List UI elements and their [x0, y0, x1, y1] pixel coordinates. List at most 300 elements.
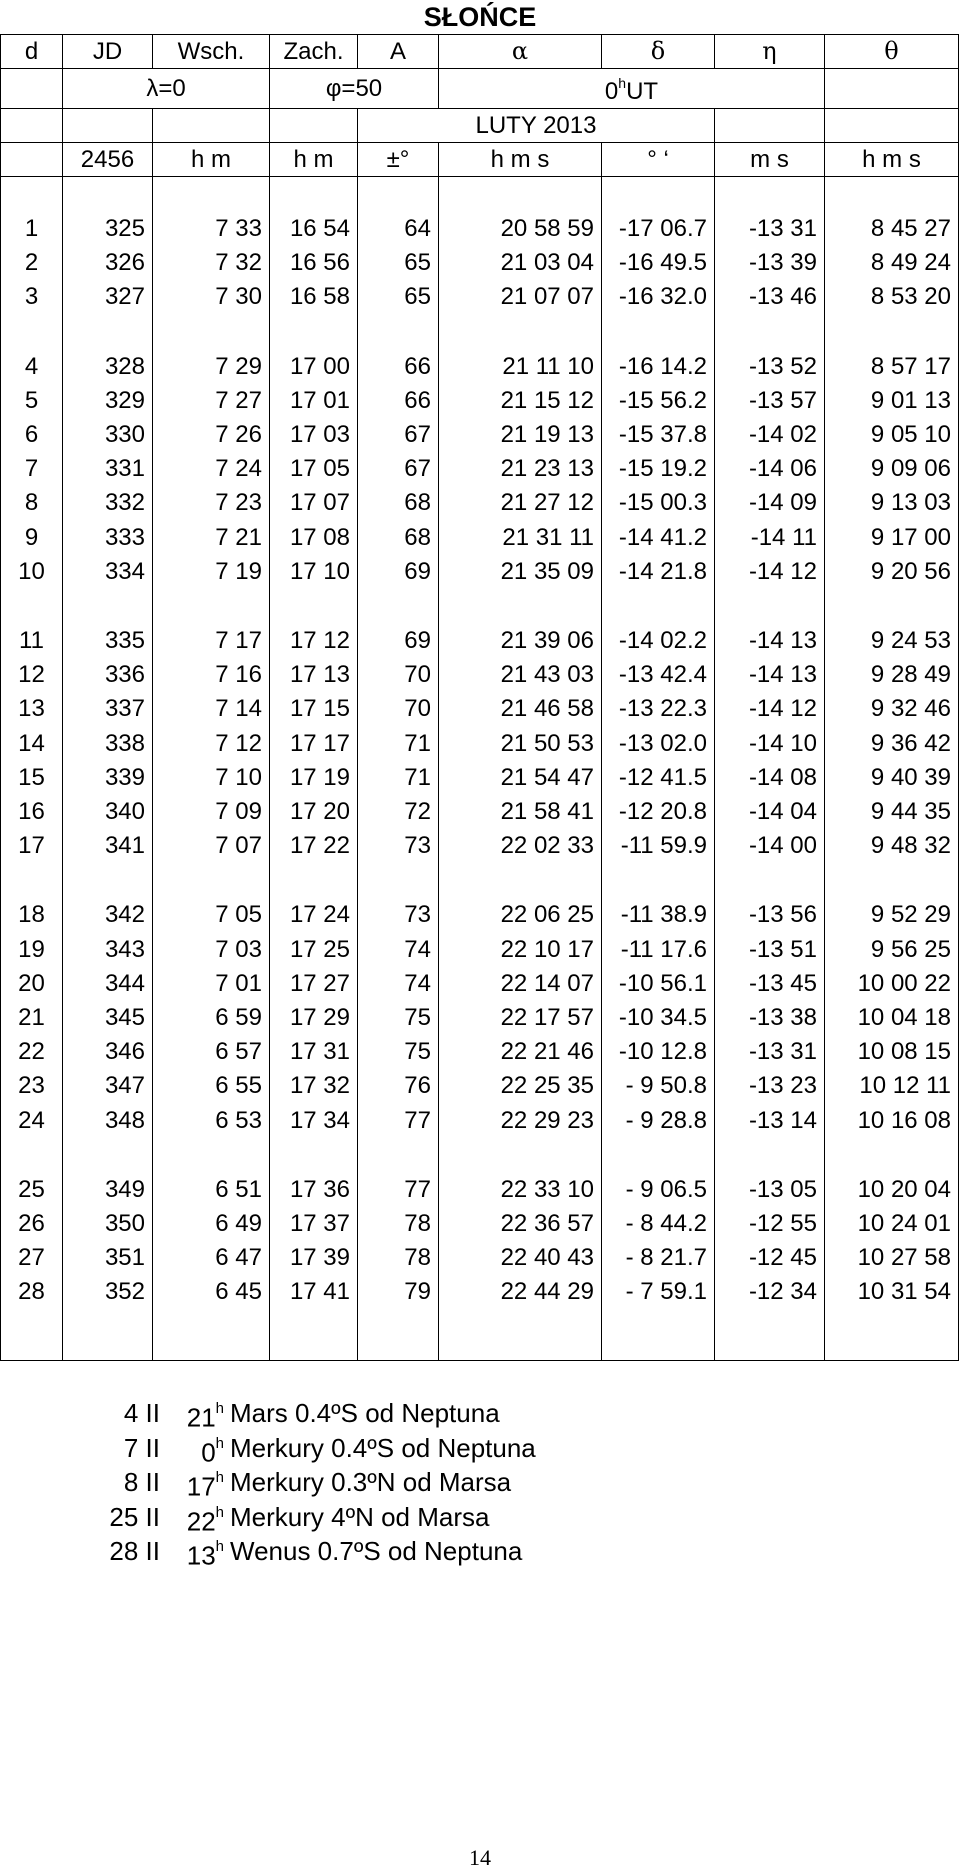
table-cell: 21 39 06 — [439, 624, 602, 658]
table-cell: 349 — [63, 1173, 153, 1207]
table-cell: -14 04 — [715, 795, 825, 829]
table-cell: 22 14 07 — [439, 967, 602, 1001]
table-cell: -12 34 — [715, 1275, 825, 1309]
table-cell: 9 01 13 — [825, 384, 959, 418]
table-cell: 17 29 — [270, 1001, 358, 1035]
table-row — [1, 1035, 959, 1069]
unit-sunset: h m — [270, 143, 358, 177]
table-cell: 6 51 — [153, 1173, 270, 1207]
table-cell: -14 02.2 — [602, 624, 715, 658]
table-cell: 7 14 — [153, 692, 270, 726]
spacer-row — [1, 177, 959, 213]
unit-azimuth: ±° — [358, 143, 439, 177]
table-cell: 6 53 — [153, 1104, 270, 1138]
table-cell: 69 — [358, 555, 439, 589]
table-cell: 9 13 03 — [825, 486, 959, 520]
event-item — [88, 1500, 536, 1535]
table-cell: -13 02.0 — [602, 727, 715, 761]
col-header-theta: θ — [825, 35, 959, 69]
table-row — [1, 486, 959, 520]
table-cell: 17 17 — [270, 727, 358, 761]
event-item — [88, 1534, 536, 1569]
unit-delta: ° ‘ — [602, 143, 715, 177]
table-cell: 22 33 10 — [439, 1173, 602, 1207]
table-cell: 9 56 25 — [825, 933, 959, 967]
table-row — [1, 1104, 959, 1138]
table-cell: 17 31 — [270, 1035, 358, 1069]
table-row — [1, 658, 959, 692]
table-cell: 27 — [1, 1241, 63, 1275]
table-cell: 6 45 — [153, 1275, 270, 1309]
table-cell: -12 20.8 — [602, 795, 715, 829]
table-row — [1, 246, 959, 280]
event-date: 4 II — [123, 1398, 160, 1428]
event-item — [88, 1396, 536, 1431]
table-cell: 7 24 — [153, 452, 270, 486]
event-item — [88, 1431, 536, 1466]
table-cell: -14 13 — [715, 624, 825, 658]
table-cell: 78 — [358, 1207, 439, 1241]
table-row — [1, 933, 959, 967]
table-cell: 17 07 — [270, 486, 358, 520]
table-cell: 7 27 — [153, 384, 270, 418]
table-cell: -10 56.1 — [602, 967, 715, 1001]
table-cell: 9 44 35 — [825, 795, 959, 829]
table-cell: 9 17 00 — [825, 521, 959, 555]
table-cell: -13 23 — [715, 1069, 825, 1103]
table-cell: 9 52 29 — [825, 898, 959, 932]
table-row — [1, 350, 959, 384]
unit-alpha: h m s — [439, 143, 602, 177]
table-cell: 338 — [63, 727, 153, 761]
table-cell: -13 14 — [715, 1104, 825, 1138]
table-cell: 22 44 29 — [439, 1275, 602, 1309]
table-cell: 21 31 11 — [439, 521, 602, 555]
table-row — [1, 795, 959, 829]
table-cell: -11 38.9 — [602, 898, 715, 932]
header-row-location — [1, 69, 959, 109]
table-cell: 10 31 54 — [825, 1275, 959, 1309]
table-cell: 10 16 08 — [825, 1104, 959, 1138]
table-cell: 67 — [358, 452, 439, 486]
table-cell: - 9 28.8 — [602, 1104, 715, 1138]
table-cell: 10 04 18 — [825, 1001, 959, 1035]
table-cell: 339 — [63, 761, 153, 795]
table-cell: 7 10 — [153, 761, 270, 795]
table-cell: -13 38 — [715, 1001, 825, 1035]
col-header-delta: δ — [602, 35, 715, 69]
table-cell: 76 — [358, 1069, 439, 1103]
table-cell: -13 45 — [715, 967, 825, 1001]
table-cell: -12 41.5 — [602, 761, 715, 795]
table-cell: 343 — [63, 933, 153, 967]
table-cell: 6 55 — [153, 1069, 270, 1103]
table-cell: 8 53 20 — [825, 280, 959, 314]
table-cell: 326 — [63, 246, 153, 280]
table-cell: 7 33 — [153, 212, 270, 246]
table-cell: 17 19 — [270, 761, 358, 795]
table-cell: 69 — [358, 624, 439, 658]
table-row — [1, 521, 959, 555]
table-row — [1, 1241, 959, 1275]
table-cell: -11 59.9 — [602, 829, 715, 863]
table-cell: -16 49.5 — [602, 246, 715, 280]
table-row — [1, 1275, 959, 1309]
col-header-jd: JD — [63, 35, 153, 69]
table-cell: 22 — [1, 1035, 63, 1069]
table-cell: 17 37 — [270, 1207, 358, 1241]
col-header-d: d — [1, 35, 63, 69]
table-cell: 347 — [63, 1069, 153, 1103]
table-cell: 16 56 — [270, 246, 358, 280]
table-cell: 7 — [1, 452, 63, 486]
table-cell: 17 03 — [270, 418, 358, 452]
table-cell: 21 50 53 — [439, 727, 602, 761]
table-cell: - 8 44.2 — [602, 1207, 715, 1241]
table-cell: 329 — [63, 384, 153, 418]
table-cell: 7 23 — [153, 486, 270, 520]
table-cell: 21 11 10 — [439, 350, 602, 384]
table-cell: -11 17.6 — [602, 933, 715, 967]
col-header-azimuth: A — [358, 35, 439, 69]
table-cell: 22 36 57 — [439, 1207, 602, 1241]
table-cell: 7 07 — [153, 829, 270, 863]
unit-theta: h m s — [825, 143, 959, 177]
event-text: Merkury 4ºN od Marsa — [230, 1501, 490, 1532]
table-cell: 78 — [358, 1241, 439, 1275]
table-cell: 1 — [1, 212, 63, 246]
table-cell: -13 31 — [715, 212, 825, 246]
table-cell: 337 — [63, 692, 153, 726]
col-header-sunrise: Wsch. — [153, 35, 270, 69]
table-cell: 17 27 — [270, 967, 358, 1001]
table-cell: 342 — [63, 898, 153, 932]
spacer-row — [1, 1310, 959, 1361]
table-cell: -14 10 — [715, 727, 825, 761]
table-row — [1, 1173, 959, 1207]
table-cell: 21 46 58 — [439, 692, 602, 726]
header-row-columns — [1, 35, 959, 69]
table-cell: -14 09 — [715, 486, 825, 520]
table-cell: 21 58 41 — [439, 795, 602, 829]
table-cell: 20 58 59 — [439, 212, 602, 246]
longitude-label: λ=0 — [63, 69, 270, 109]
table-cell: 21 — [1, 1001, 63, 1035]
event-item — [88, 1465, 536, 1500]
table-cell: 66 — [358, 384, 439, 418]
table-cell: 346 — [63, 1035, 153, 1069]
table-cell: -15 00.3 — [602, 486, 715, 520]
table-cell: 17 22 — [270, 829, 358, 863]
page-title: SŁOŃCE — [423, 2, 537, 32]
table-cell: 21 19 13 — [439, 418, 602, 452]
table-row — [1, 418, 959, 452]
table-cell: 17 32 — [270, 1069, 358, 1103]
table-cell: 7 30 — [153, 280, 270, 314]
table-cell: 22 21 46 — [439, 1035, 602, 1069]
table-cell: 13 — [1, 692, 63, 726]
table-cell: 10 08 15 — [825, 1035, 959, 1069]
table-cell: 21 54 47 — [439, 761, 602, 795]
table-cell: 71 — [358, 761, 439, 795]
table-row — [1, 898, 959, 932]
table-cell: 22 06 25 — [439, 898, 602, 932]
table-cell: -16 14.2 — [602, 350, 715, 384]
table-cell: -14 12 — [715, 692, 825, 726]
table-cell: 2 — [1, 246, 63, 280]
table-cell: -10 12.8 — [602, 1035, 715, 1069]
table-cell: 21 35 09 — [439, 555, 602, 589]
table-cell: 11 — [1, 624, 63, 658]
spacer-row — [1, 1138, 959, 1173]
table-cell: 330 — [63, 418, 153, 452]
table-row — [1, 384, 959, 418]
table-cell: 10 27 58 — [825, 1241, 959, 1275]
table-cell: 68 — [358, 521, 439, 555]
table-cell: 7 12 — [153, 727, 270, 761]
table-cell: 21 15 12 — [439, 384, 602, 418]
table-cell: 10 12 11 — [825, 1069, 959, 1103]
table-cell: 24 — [1, 1104, 63, 1138]
table-cell: 10 20 04 — [825, 1173, 959, 1207]
col-header-sunset: Zach. — [270, 35, 358, 69]
table-cell: -17 06.7 — [602, 212, 715, 246]
time-label: 0$^h$UT — [439, 69, 825, 109]
table-cell: 7 05 — [153, 898, 270, 932]
table-cell: -13 22.3 — [602, 692, 715, 726]
event-date: 28 II — [109, 1536, 160, 1566]
table-cell: 17 34 — [270, 1104, 358, 1138]
col-header-alpha: α — [439, 35, 602, 69]
table-cell: 17 41 — [270, 1275, 358, 1309]
table-cell: -13 57 — [715, 384, 825, 418]
table-cell: 66 — [358, 350, 439, 384]
table-cell: -14 08 — [715, 761, 825, 795]
table-cell: 9 24 53 — [825, 624, 959, 658]
table-cell: 17 — [1, 829, 63, 863]
table-cell: 8 57 17 — [825, 350, 959, 384]
unit-jd: 2456 — [63, 143, 153, 177]
spacer-row — [1, 315, 959, 350]
table-cell: 8 49 24 — [825, 246, 959, 280]
unit-eta: m s — [715, 143, 825, 177]
table-cell: 7 03 — [153, 933, 270, 967]
table-cell: 333 — [63, 521, 153, 555]
table-row — [1, 829, 959, 863]
spacer-row — [1, 863, 959, 898]
table-cell: 7 16 — [153, 658, 270, 692]
table-cell: -12 45 — [715, 1241, 825, 1275]
table-cell: 9 40 39 — [825, 761, 959, 795]
table-row — [1, 212, 959, 246]
table-cell: -14 11 — [715, 521, 825, 555]
table-cell: 17 20 — [270, 795, 358, 829]
table-cell: 352 — [63, 1275, 153, 1309]
table-cell: 6 47 — [153, 1241, 270, 1275]
table-cell: - 7 59.1 — [602, 1275, 715, 1309]
table-cell: 345 — [63, 1001, 153, 1035]
table-cell: 20 — [1, 967, 63, 1001]
table-cell: 340 — [63, 795, 153, 829]
table-cell: 21 03 04 — [439, 246, 602, 280]
table-cell: -14 00 — [715, 829, 825, 863]
table-cell: 7 29 — [153, 350, 270, 384]
event-text: Merkury 0.4ºS od Neptuna — [230, 1432, 536, 1463]
table-cell: 341 — [63, 829, 153, 863]
table-cell: 9 — [1, 521, 63, 555]
table-cell: 6 59 — [153, 1001, 270, 1035]
table-cell: 23 — [1, 1069, 63, 1103]
table-cell: 65 — [358, 246, 439, 280]
event-text: Merkury 0.3ºN od Marsa — [230, 1467, 512, 1497]
table-cell: 74 — [358, 967, 439, 1001]
table-cell: 7 19 — [153, 555, 270, 589]
table-cell: 9 48 32 — [825, 829, 959, 863]
table-cell: 334 — [63, 555, 153, 589]
table-cell: - 9 50.8 — [602, 1069, 715, 1103]
table-cell: - 8 21.7 — [602, 1241, 715, 1275]
table-cell: -14 13 — [715, 658, 825, 692]
header-row-month — [1, 109, 959, 143]
table-cell: 336 — [63, 658, 153, 692]
table-cell: 75 — [358, 1035, 439, 1069]
table-cell: -13 52 — [715, 350, 825, 384]
table-cell: 10 — [1, 555, 63, 589]
table-cell: 68 — [358, 486, 439, 520]
table-row — [1, 727, 959, 761]
page-number: 14 — [469, 1845, 491, 1870]
table-cell: 65 — [358, 280, 439, 314]
event-date: 25 II — [109, 1501, 160, 1532]
table-cell: 9 20 56 — [825, 555, 959, 589]
unit-sunrise: h m — [153, 143, 270, 177]
table-cell: 7 26 — [153, 418, 270, 452]
col-header-eta: η — [715, 35, 825, 69]
table-cell: 17 36 — [270, 1173, 358, 1207]
table-cell: 351 — [63, 1241, 153, 1275]
table-cell: -13 51 — [715, 933, 825, 967]
table-row — [1, 452, 959, 486]
table-cell: -16 32.0 — [602, 280, 715, 314]
table-cell: -14 02 — [715, 418, 825, 452]
table-cell: 9 09 06 — [825, 452, 959, 486]
table-cell: -14 21.8 — [602, 555, 715, 589]
table-cell: 9 05 10 — [825, 418, 959, 452]
table-cell: -13 39 — [715, 246, 825, 280]
table-cell: 8 — [1, 486, 63, 520]
table-cell: 73 — [358, 898, 439, 932]
table-cell: 70 — [358, 692, 439, 726]
table-cell: 17 39 — [270, 1241, 358, 1275]
table-cell: 9 36 42 — [825, 727, 959, 761]
table-cell: 25 — [1, 1173, 63, 1207]
table-cell: 331 — [63, 452, 153, 486]
table-cell: 21 43 03 — [439, 658, 602, 692]
table-cell: 325 — [63, 212, 153, 246]
table-row — [1, 967, 959, 1001]
table-cell: 10 24 01 — [825, 1207, 959, 1241]
event-date: 8 II — [123, 1467, 160, 1497]
table-cell: 22 25 35 — [439, 1069, 602, 1103]
table-cell: -10 34.5 — [602, 1001, 715, 1035]
table-cell: 72 — [358, 795, 439, 829]
event-hour: 13$^h$ — [186, 1538, 224, 1571]
table-cell: 7 21 — [153, 521, 270, 555]
table-cell: 22 40 43 — [439, 1241, 602, 1275]
table-cell: 17 10 — [270, 555, 358, 589]
table-cell: 22 02 33 — [439, 829, 602, 863]
table-cell: 17 08 — [270, 521, 358, 555]
table-cell: 17 15 — [270, 692, 358, 726]
table-row — [1, 280, 959, 314]
table-cell: 332 — [63, 486, 153, 520]
table-cell: 7 32 — [153, 246, 270, 280]
header-row-units — [1, 143, 959, 177]
table-cell: 6 49 — [153, 1207, 270, 1241]
table-cell: 17 00 — [270, 350, 358, 384]
event-text: Wenus 0.7ºS od Neptuna — [230, 1536, 523, 1566]
table-cell: 3 — [1, 280, 63, 314]
table-cell: 4 — [1, 350, 63, 384]
table-cell: 17 12 — [270, 624, 358, 658]
table-cell: 17 13 — [270, 658, 358, 692]
table-cell: 73 — [358, 829, 439, 863]
table-cell: 22 17 57 — [439, 1001, 602, 1035]
table-row — [1, 761, 959, 795]
table-cell: -15 56.2 — [602, 384, 715, 418]
table-cell: 19 — [1, 933, 63, 967]
table-cell: 16 54 — [270, 212, 358, 246]
table-cell: 8 45 27 — [825, 212, 959, 246]
table-cell: 16 — [1, 795, 63, 829]
table-cell: 70 — [358, 658, 439, 692]
table-cell: 28 — [1, 1275, 63, 1309]
ephemeris-table — [0, 34, 959, 1361]
table-cell: 17 24 — [270, 898, 358, 932]
table-cell: 22 29 23 — [439, 1104, 602, 1138]
table-cell: -13 31 — [715, 1035, 825, 1069]
table-cell: -14 06 — [715, 452, 825, 486]
table-cell: 17 01 — [270, 384, 358, 418]
table-cell: - 9 06.5 — [602, 1173, 715, 1207]
table-cell: 71 — [358, 727, 439, 761]
table-cell: 77 — [358, 1104, 439, 1138]
event-hour: 21$^h$ — [186, 1400, 224, 1433]
table-cell: 6 — [1, 418, 63, 452]
table-cell: -14 41.2 — [602, 521, 715, 555]
table-cell: 21 07 07 — [439, 280, 602, 314]
event-hour: 0$^h$ — [201, 1434, 224, 1468]
table-cell: 17 05 — [270, 452, 358, 486]
table-cell: 64 — [358, 212, 439, 246]
table-cell: 14 — [1, 727, 63, 761]
table-cell: 74 — [358, 933, 439, 967]
event-hour: 17$^h$ — [186, 1469, 224, 1502]
table-cell: 16 58 — [270, 280, 358, 314]
table-cell: -13 42.4 — [602, 658, 715, 692]
table-cell: 350 — [63, 1207, 153, 1241]
table-cell: 21 23 13 — [439, 452, 602, 486]
table-cell: 9 32 46 — [825, 692, 959, 726]
table-cell: 77 — [358, 1173, 439, 1207]
table-cell: 327 — [63, 280, 153, 314]
table-row — [1, 1069, 959, 1103]
table-cell: -13 05 — [715, 1173, 825, 1207]
events-list — [88, 1396, 536, 1569]
table-cell: 6 57 — [153, 1035, 270, 1069]
table-cell: 5 — [1, 384, 63, 418]
table-cell: 17 25 — [270, 933, 358, 967]
